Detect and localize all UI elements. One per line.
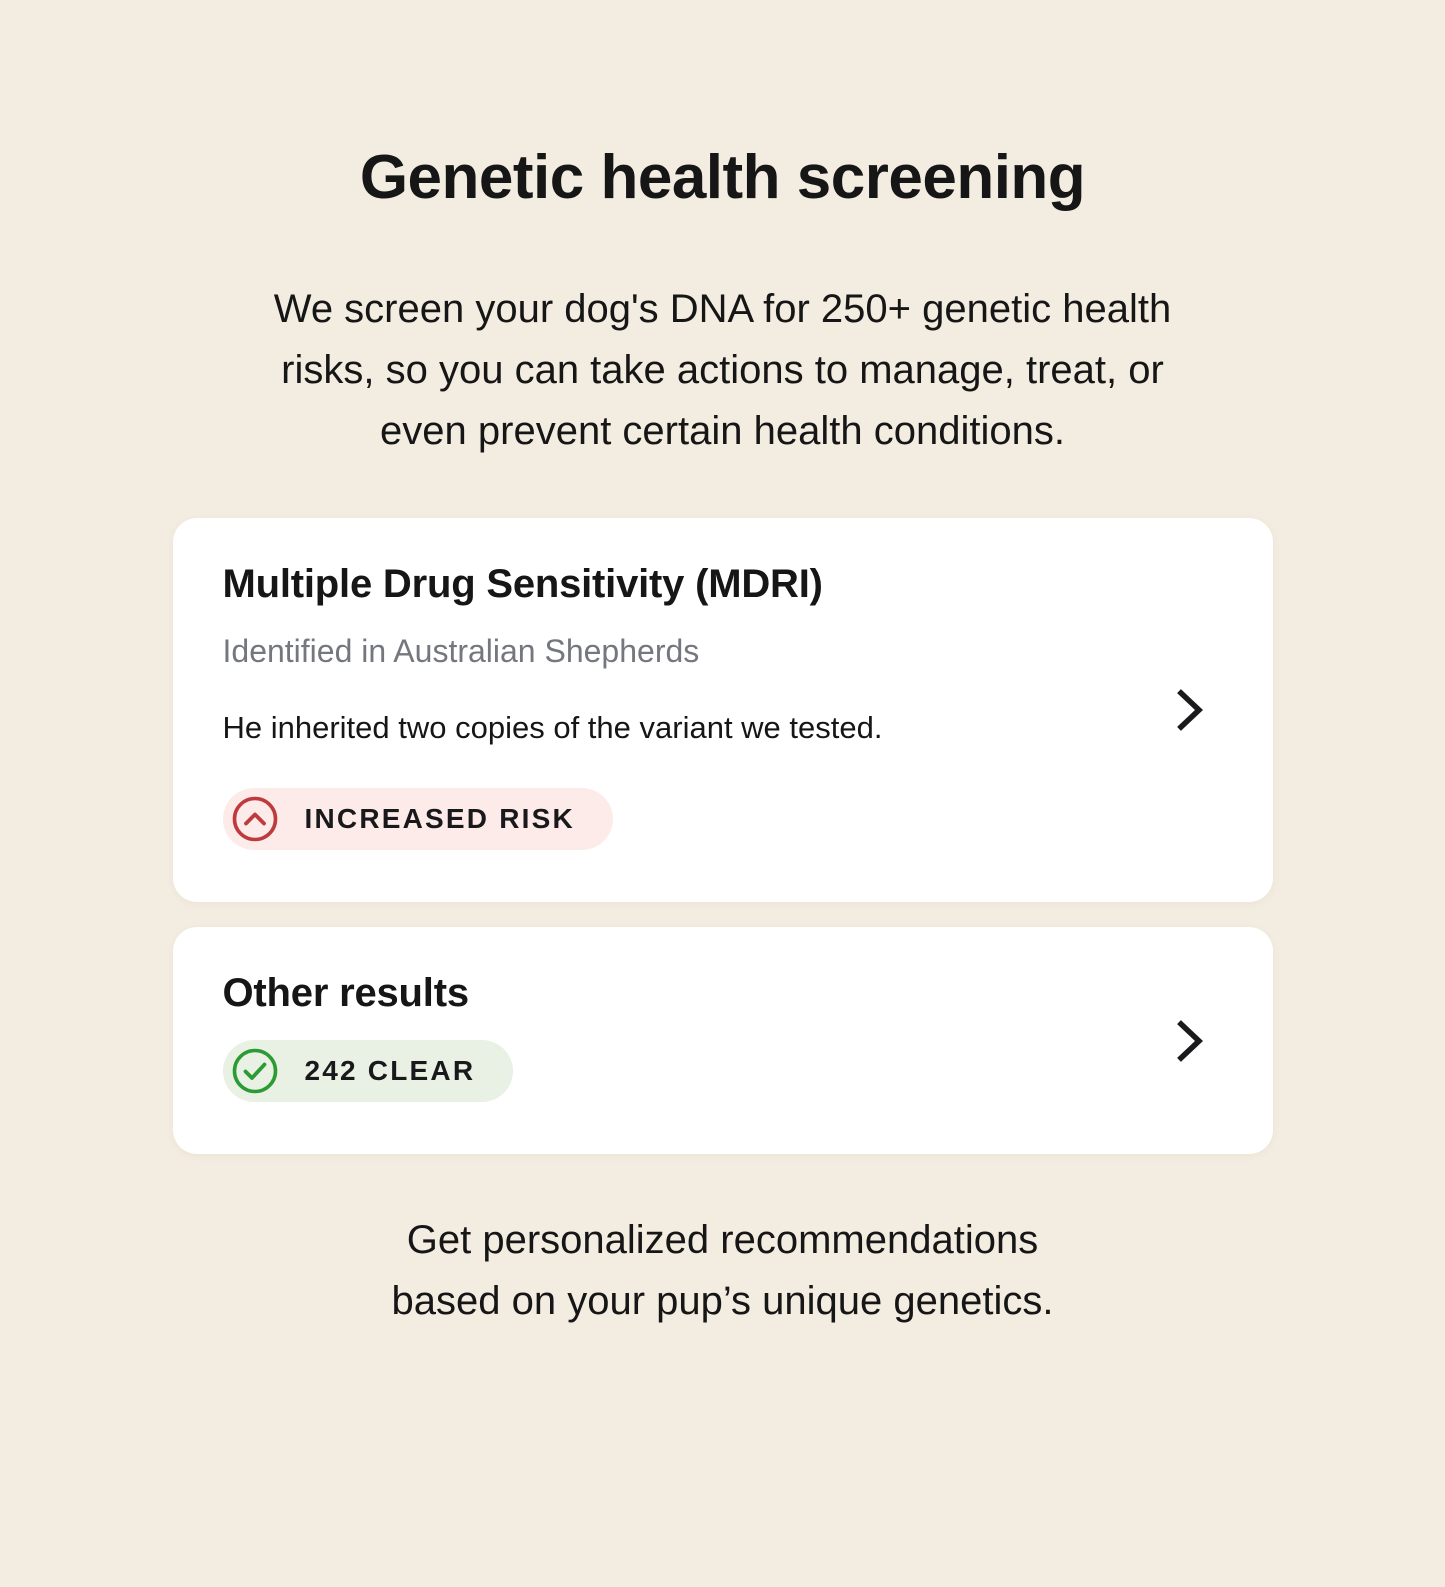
result-card-description: He inherited two copies of the variant we tested. [222, 710, 883, 745]
result-card-title: Other results [222, 971, 469, 1015]
result-card-title: Multiple Drug Sensitivity (MDRI) [222, 562, 823, 606]
intro-line: risks, so you can take actions to manage, treat, or [281, 348, 1164, 392]
result-card-other-results[interactable] [173, 927, 1273, 1154]
chevron-right-icon[interactable] [1175, 688, 1205, 732]
clear-results-badge [223, 1040, 514, 1102]
results-list [173, 518, 1273, 1154]
intro-line: even prevent certain health conditions. [380, 409, 1065, 453]
risk-increase-icon [231, 795, 279, 843]
chevron-right-icon[interactable] [1175, 1019, 1205, 1063]
increased-risk-badge [223, 788, 613, 850]
genetic-health-screen [0, 142, 1445, 1587]
intro-text [0, 279, 1445, 462]
footer-line: based on your pup’s unique genetics. [391, 1279, 1054, 1323]
increased-risk-badge-label: INCREASED RISK [304, 803, 575, 834]
footer-note [0, 1210, 1445, 1332]
check-circle-icon [231, 1047, 279, 1095]
result-card-mdri[interactable] [173, 518, 1273, 902]
result-card-subtitle: Identified in Australian Shepherds [222, 633, 700, 669]
clear-results-badge-label: 242 CLEAR [304, 1055, 476, 1086]
footer-line: Get personalized recommendations [406, 1218, 1039, 1262]
page-title: Genetic health screening [359, 143, 1086, 212]
intro-line: We screen your dog's DNA for 250+ genetic health [273, 287, 1172, 331]
